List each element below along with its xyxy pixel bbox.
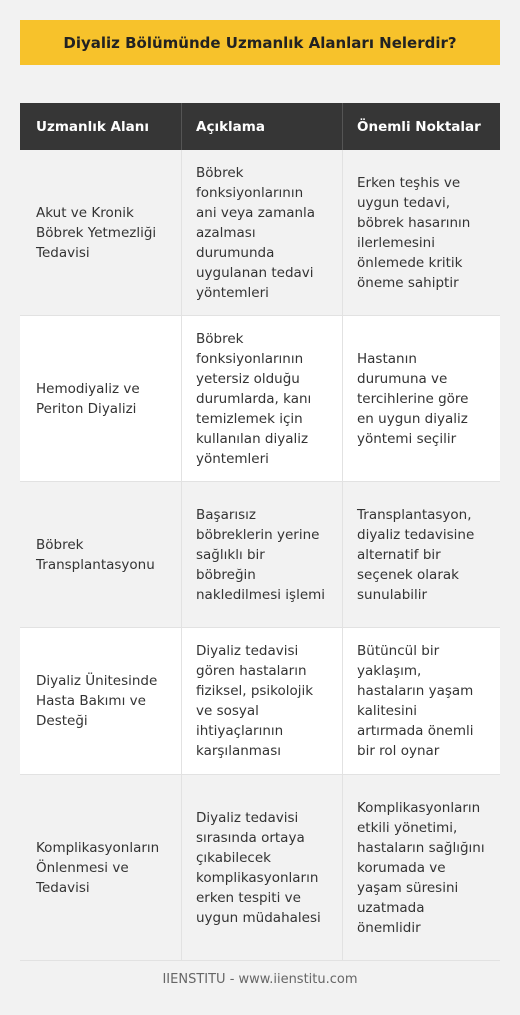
table-row xyxy=(20,775,500,961)
cell-description: Başarısız böbreklerin yerine sağlıklı bir böbreğin nakledilmesi işlemi xyxy=(182,482,343,627)
specialties-table xyxy=(20,103,500,961)
table-row xyxy=(20,150,500,316)
cell-area: Komplikasyonların Önlenmesi ve Tedavisi xyxy=(20,775,182,960)
table-header-row xyxy=(20,103,500,150)
column-header-area: Uzmanlık Alanı xyxy=(20,103,182,150)
column-header-notes: Önemli Noktalar xyxy=(357,118,481,135)
table-row xyxy=(20,628,500,775)
table-row xyxy=(20,316,500,482)
column-header-description: Açıklama xyxy=(182,103,343,150)
cell-notes: Bütüncül bir yaklaşım, hastaların yaşam kalitesini artırmada önemli bir rol oynar xyxy=(357,643,474,759)
table-row xyxy=(20,482,500,628)
cell-area: Hemodiyaliz ve Periton Diyalizi xyxy=(20,316,182,481)
cell-notes: Erken teşhis ve uygun tedavi, böbrek hasarının ilerlemesini önlemede kritik öneme sahiptir xyxy=(357,174,471,291)
cell-area: Diyaliz Ünitesinde Hasta Bakımı ve Desteği xyxy=(20,628,182,774)
page-title: Diyaliz Bölümünde Uzmanlık Alanları Nelerdir? xyxy=(63,33,457,52)
cell-description: Böbrek fonksiyonlarının ani veya zamanla azalması durumunda uygulanan tedavi yöntemleri xyxy=(182,150,343,315)
cell-description: Diyaliz tedavisi gören hastaların fiziksel, psikolojik ve sosyal ihtiyaçlarının karşılanması xyxy=(182,628,343,774)
cell-notes: Hastanın durumuna ve tercihlerine göre en uygun diyaliz yöntemi seçilir xyxy=(357,350,469,447)
cell-description: Böbrek fonksiyonlarının yetersiz olduğu durumlarda, kanı temizlemek için kullanılan diyaliz yöntemleri xyxy=(182,316,343,481)
cell-description: Diyaliz tedavisi sırasında ortaya çıkabilecek komplikasyonların erken tespiti ve uygun müdahalesi xyxy=(182,775,343,960)
title-banner xyxy=(20,20,500,65)
cell-notes: Komplikasyonların etkili yönetimi, hastaların sağlığını korumada ve yaşam süresini uzatmada önemlidir xyxy=(357,799,485,936)
cell-area: Akut ve Kronik Böbrek Yetmezliği Tedavisi xyxy=(20,150,182,315)
cell-notes: Transplantasyon, diyaliz tedavisine alternatif bir seçenek olarak sunulabilir xyxy=(357,506,475,603)
cell-area: Böbrek Transplantasyonu xyxy=(20,482,182,627)
footer-credit: IIENSTITU - www.iienstitu.com xyxy=(162,972,358,987)
